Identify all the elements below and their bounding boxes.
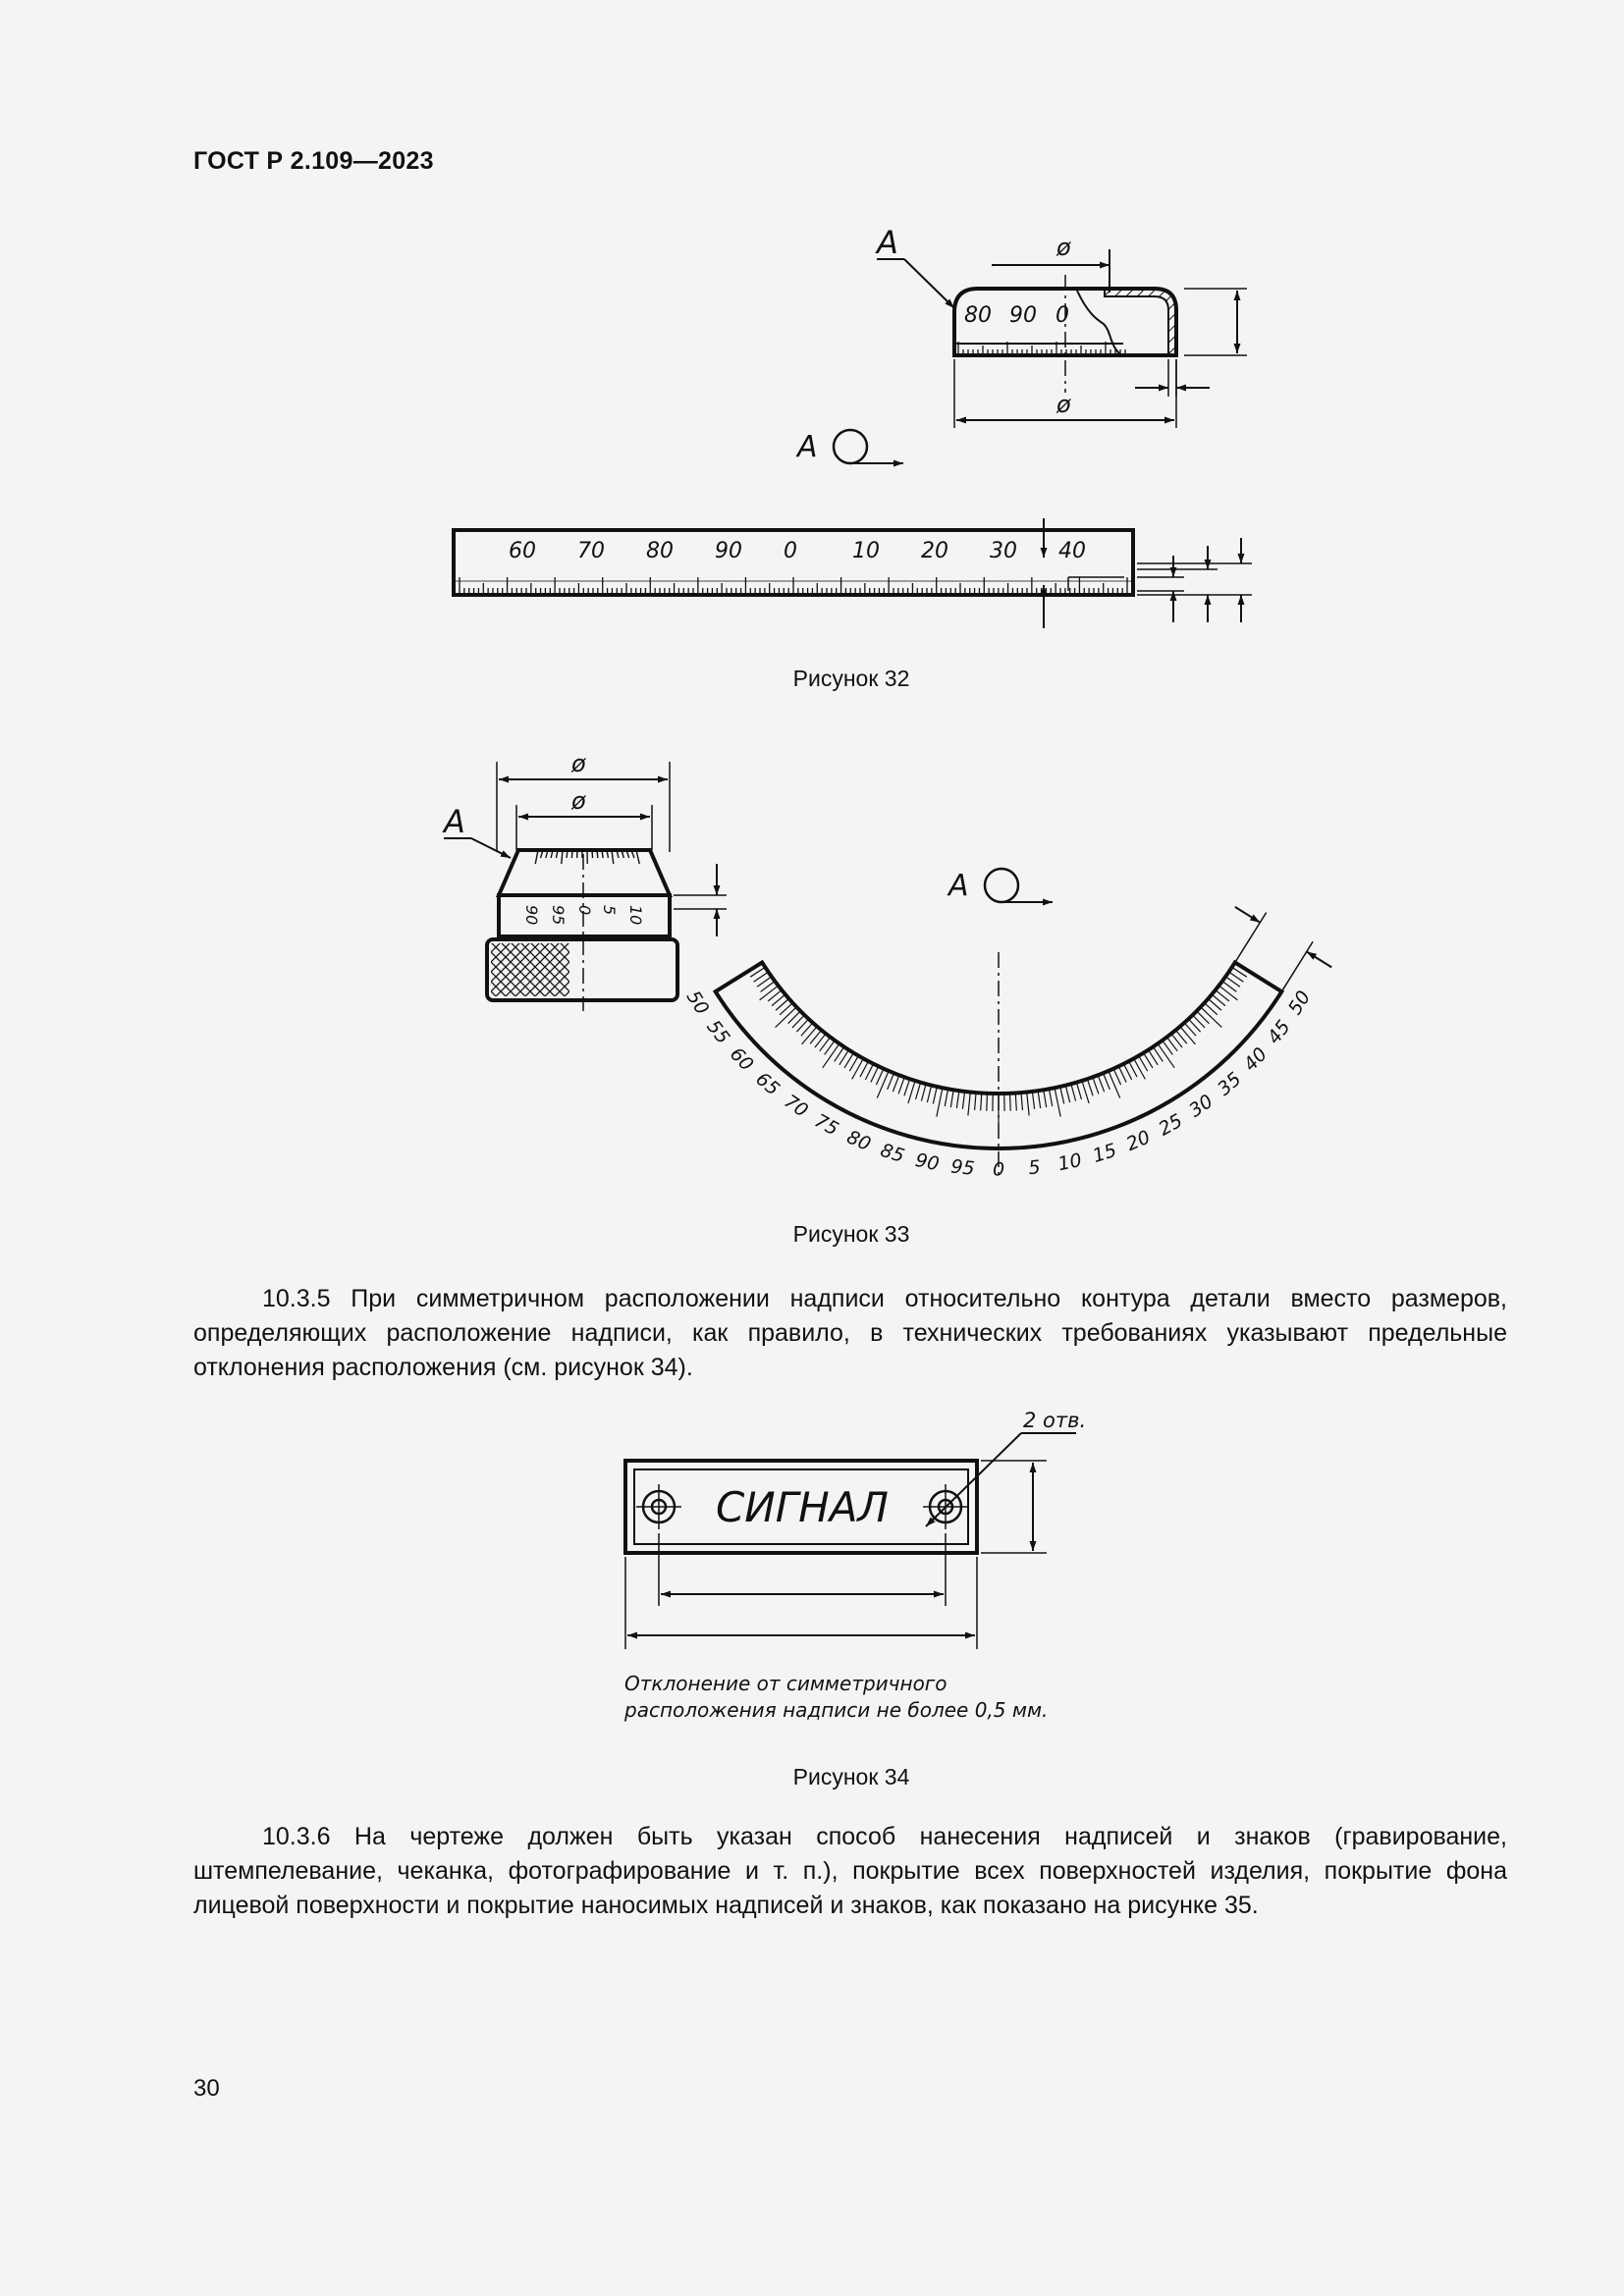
arc-tick (981, 1093, 982, 1110)
fig34-note-line: Отклонение от симметричного (624, 1672, 947, 1695)
arc-tick (1076, 1083, 1081, 1099)
arc-scale-label: 25 (1155, 1109, 1187, 1141)
arc-tick (1235, 962, 1260, 978)
paragraph-10-3-6: 10.3.6 На чертеже должен быть указан способ нанесения надписей и знаков (гравирование, штемпелевание, чеканка, фотографирование и т. п.), покрытие всех поверхностей изделия, покрытие фона лицевой поверхности и покрытие наносимых надписей и знаков, как показано на рисунке 35. (193, 1823, 1507, 1919)
arc-tick (1134, 1058, 1146, 1079)
arc-scale-label: 50 (681, 987, 714, 1019)
knob-tick (567, 850, 568, 858)
arc-tick (877, 1071, 889, 1098)
arc-scale-label: 60 (725, 1042, 758, 1076)
diameter-sign: ø (571, 787, 586, 815)
arc-tick (737, 962, 762, 978)
arc-tick (904, 1079, 910, 1095)
arc-tick (865, 1064, 873, 1080)
arc-tick (1201, 1007, 1222, 1028)
arc-tick (1055, 1088, 1060, 1116)
arc-scale-label: 10 (1056, 1148, 1084, 1176)
arc-tick (1104, 1073, 1110, 1090)
strip-scale-label: 60 (509, 539, 536, 563)
figure-34-caption: Рисунок 34 (792, 1764, 910, 1789)
arc-scale-label: 90 (913, 1148, 942, 1176)
view-label-a: А (877, 224, 898, 261)
arc-dim-ext (1281, 941, 1313, 991)
arc-tick (916, 1083, 921, 1099)
arc-tick (927, 1086, 931, 1102)
arc-tick (1032, 1092, 1034, 1109)
arc-tick (1093, 1077, 1099, 1094)
arc-tick (860, 1061, 868, 1077)
cap-scale-label: 0 (1056, 303, 1069, 328)
knob-tick (612, 850, 614, 864)
knob-tick (597, 850, 598, 858)
arc-tick (945, 1089, 947, 1106)
fig32-cap-section (954, 275, 1176, 393)
paragraph-10-3-5: 10.3.5 При симметричном расположении надписи относительно контура детали вместо размеров, определяющих расположение надписи, как правило, в технических требованиях указывают предельные отклонения расположения (см. рисунок 34). (193, 1285, 1507, 1381)
arc-tick (908, 1081, 915, 1103)
fig34-note-line: расположения надписи не более 0,5 мм. (624, 1698, 1049, 1722)
arc-tick (1015, 1093, 1016, 1110)
arc-tick (760, 986, 779, 1000)
arc-scale-label: 5 (1027, 1156, 1042, 1180)
arc-scale-label: 45 (1263, 1016, 1295, 1048)
arc-scale-label: 80 (843, 1126, 875, 1156)
arc-tick (1180, 1027, 1196, 1044)
arc-dim-ext (1235, 913, 1267, 963)
knob-tick (535, 850, 538, 864)
figure-33-drawing (0, 726, 1624, 1237)
strip-scale-label: 40 (1058, 539, 1086, 563)
document-header: ГОСТ Р 2.109—2023 (193, 147, 434, 175)
arc-tick (893, 1075, 898, 1092)
knob-tick (592, 850, 593, 858)
arc-tick (1060, 1087, 1064, 1104)
arc-tick (776, 1007, 797, 1028)
arc-tick (1027, 1093, 1029, 1116)
arc-tick (1218, 986, 1237, 1000)
arc-scale-label: 50 (1283, 987, 1316, 1019)
arc-tick (1021, 1093, 1022, 1110)
fig33-arc-scale (682, 907, 1332, 1181)
strip-scale-label: 30 (990, 539, 1017, 563)
arc-tick (876, 1069, 883, 1085)
strip-scale-label: 0 (784, 539, 797, 563)
arc-tick (1129, 1061, 1137, 1077)
knob-scale-label: 95 (549, 905, 568, 926)
arc-tick (1113, 1069, 1120, 1085)
knob-scale-label: 0 (575, 905, 594, 916)
knob-scale-label: 5 (600, 905, 619, 916)
arc-tick (1124, 1064, 1132, 1080)
arc-tick (968, 1093, 970, 1116)
arc-scale-label: 35 (1213, 1068, 1246, 1100)
arc-tick (1065, 1086, 1069, 1102)
arc-tick (1098, 1075, 1104, 1092)
arc-scale-label: 65 (751, 1068, 785, 1100)
arc-scale-label: 30 (1185, 1090, 1218, 1122)
arc-tick (802, 1027, 818, 1044)
arc-tick (1109, 1071, 1120, 1098)
arc-tick (921, 1084, 926, 1100)
arc-scale-label: 15 (1090, 1139, 1119, 1168)
diameter-sign: ø (1056, 391, 1071, 418)
arc-tick (975, 1093, 976, 1110)
arc-scale-label: 20 (1122, 1126, 1154, 1156)
fig32-scale-strip (454, 530, 1133, 595)
arc-tick (950, 1090, 953, 1107)
arc-tick (1071, 1084, 1076, 1100)
figure-34-drawing (0, 1394, 1624, 1747)
figure-33-caption: Рисунок 33 (792, 1221, 910, 1247)
arc-tick (987, 1094, 988, 1111)
knob-tick (562, 850, 563, 864)
view-label-a: А (444, 803, 465, 840)
strip-scale-label: 90 (715, 539, 742, 563)
arc-tick (1009, 1094, 1010, 1111)
arc-tick (962, 1092, 964, 1109)
diameter-sign: ø (1056, 234, 1071, 261)
view-label-a: А (948, 869, 969, 903)
arc-tick (871, 1066, 879, 1082)
fig33-knob (487, 750, 727, 1011)
arc-tick (1044, 1090, 1047, 1107)
knob-tick (571, 850, 572, 858)
arc-scale-label: 55 (702, 1016, 734, 1048)
arc-tick (1087, 1079, 1093, 1095)
arc-dim-arrow (1235, 907, 1260, 923)
view-label-a: А (797, 430, 818, 464)
arc-tick (1158, 1043, 1174, 1068)
knob-tick (636, 850, 639, 864)
arc-tick (1038, 1091, 1041, 1108)
cap-scale-label: 90 (1009, 303, 1037, 328)
arc-tick (956, 1091, 959, 1108)
strip-scale-label: 10 (852, 539, 880, 563)
page-number: 30 (193, 2075, 220, 2102)
knob-scale-label: 90 (522, 905, 541, 926)
strip-scale-label: 70 (577, 539, 605, 563)
arc-scale-label: 70 (780, 1090, 812, 1122)
arc-tick (933, 1087, 937, 1104)
arc-scale-label: 95 (949, 1155, 976, 1180)
cap-scale-label: 80 (964, 303, 992, 328)
arc-tick (888, 1073, 894, 1090)
plate-text: СИГНАЛ (715, 1483, 890, 1531)
arc-tick (1118, 1066, 1126, 1082)
arc-scale-label: 75 (810, 1109, 842, 1141)
figure-32-drawing (0, 0, 1624, 687)
fig34-signal-plate (625, 1461, 977, 1553)
arc-tick (823, 1043, 839, 1068)
knob-scale-label: 10 (626, 905, 645, 926)
arc-scale-label: 0 (992, 1158, 1005, 1181)
arc-scale-label: 85 (878, 1139, 907, 1168)
arc-tick (1082, 1081, 1089, 1103)
arc-tick (852, 1058, 864, 1079)
arc-tick (898, 1077, 904, 1094)
arc-tick (1049, 1089, 1052, 1106)
arc-tick (937, 1088, 943, 1116)
arc-dim-arrow (1307, 951, 1331, 967)
diameter-sign: ø (571, 750, 586, 777)
strip-scale-label: 80 (646, 539, 674, 563)
figure-32-caption: Рисунок 32 (792, 666, 910, 691)
holes-label: 2 отв. (1023, 1409, 1087, 1432)
strip-scale-label: 20 (921, 539, 948, 563)
arc-scale-label: 40 (1239, 1042, 1272, 1076)
